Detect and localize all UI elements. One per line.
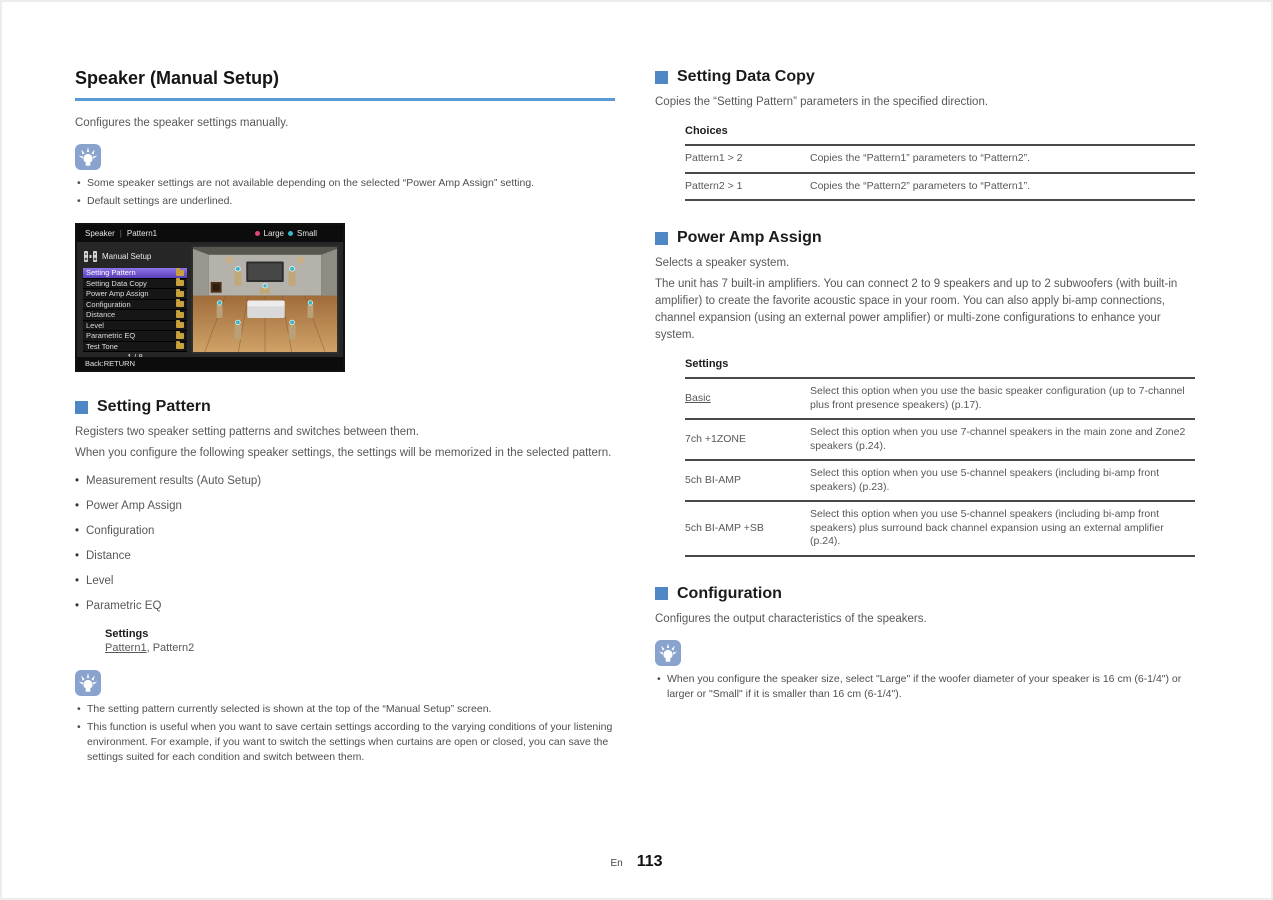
body-text: The unit has 7 built-in amplifiers. You can connect 2 to 9 speakers and up to 2 subwoofers (with built-in amplifier) to create the favorite acoustic space in your room. You can also apply bi-amp connections, channel expansion (using an external power amplifier) or multi-zone configurations to enhance your system. [655,278,1178,341]
osd-screenshot [75,223,345,372]
body-text: When you configure the following speaker settings, the settings will be memorized in the selected pattern. [75,447,612,459]
osd-menu-item-distance: Distance [83,310,187,321]
choices-label: Choices [685,125,728,137]
osd-menu-item-parametric-eq: Parametric EQ [83,331,187,342]
choice-value: Pattern2 > 1 [685,173,810,201]
title-underline [75,98,615,101]
choice-desc: Copies the “Pattern2” parameters to “Pattern1”. [810,173,1195,201]
table-row [685,460,1195,501]
list-item: • Configuration [75,525,615,537]
setting-desc: Select this option when you use 5-channel speakers (including bi-amp front speakers) plus surround back channel expansion using an external amplifier (p.24). [810,501,1195,556]
section-square-icon [655,232,668,245]
speakers-icon [83,250,98,263]
osd-back-hint: Back:RETURN [77,357,343,370]
section-heading-configuration: Configuration [655,585,1198,603]
section-heading-power-amp-assign: Power Amp Assign [655,229,1198,247]
osd-panel-title-label: Manual Setup [102,251,152,261]
body-text: Selects a speaker system. [655,257,790,269]
note-item: • Some speaker settings are not available depending on the selected “Power Amp Assign” setting. [75,176,615,191]
osd-breadcrumb-section: Speaker [85,229,115,238]
osd-menu-item-setting-data-copy: Setting Data Copy [83,279,187,290]
small-dot-icon [288,231,293,236]
list-item: • Distance [75,550,615,562]
room-preview [187,242,343,357]
folder-icon [176,301,184,307]
setting-desc: Select this option when you use 7-channel speakers in the main zone and Zone2 speakers (p.24). [810,419,1195,460]
osd-breadcrumb-pattern: Pattern1 [126,229,158,238]
section-heading-setting-data-copy: Setting Data Copy [655,68,1198,86]
tip-icon [75,144,101,170]
page-footer [0,853,1273,871]
list-item: • Level [75,575,615,587]
folder-icon [176,291,184,297]
note-list-bottom [75,702,615,765]
setting-value: 7ch +1ZONE [685,419,810,460]
folder-icon [176,322,184,328]
osd-body [77,242,343,357]
tip-icon [655,640,681,666]
settings-label: Settings [105,628,149,640]
large-dot-icon [255,231,260,236]
setting-desc: Select this option when you use 5-channel speakers (including bi-amp front speakers) (p.23). [810,460,1195,501]
settings-label: Settings [685,358,729,370]
choice-value: Pattern1 > 2 [685,152,743,164]
setting-value: 5ch BI-AMP [685,460,810,501]
page-title: Speaker (Manual Setup) [75,68,280,88]
section-square-icon [655,587,668,600]
note-list-configuration [655,672,1198,702]
note-item: • Default settings are underlined. [75,194,615,209]
breadcrumb-divider: | [119,229,122,238]
footer-page-number: 113 [636,853,663,870]
osd-top-bar [77,225,343,242]
settings-values: Pattern1, Pattern2 [105,642,195,654]
body-text: Copies the “Setting Pattern” parameters in the specified direction. [655,96,989,108]
section-heading-setting-pattern: Setting Pattern [75,398,615,416]
list-item: • Parametric EQ [75,600,615,612]
osd-panel-title [83,244,187,268]
osd-breadcrumb [85,229,157,238]
list-item: • Measurement results (Auto Setup) [75,475,615,487]
osd-menu-item-test-tone: Test Tone [83,342,187,353]
table-row [685,173,1195,201]
folder-icon [176,280,184,286]
default-setting: Pattern1 [105,642,147,654]
settings-values-block [105,628,615,654]
intro-text: Configures the speaker settings manually. [75,117,289,129]
section-square-icon [75,401,88,414]
osd-menu-panel [77,242,187,357]
table-row [685,145,1195,173]
folder-icon [176,343,184,349]
table-row [685,501,1195,556]
settings-table [685,377,1195,557]
memorized-settings-list [75,475,615,612]
setting-desc: Select this option when you use the basic speaker configuration (up to 7-channel plus front presence speakers) (p.17). [810,385,1185,411]
osd-menu-item-power-amp-assign: Power Amp Assign [83,289,187,300]
footer-language: En [610,858,623,869]
left-column [75,68,615,765]
osd-size-legend [255,229,317,238]
right-column [655,68,1198,702]
legend-large-label: Large [263,229,284,238]
osd-menu-list [83,268,187,352]
osd-menu-item-setting-pattern: Setting Pattern [83,268,187,279]
note-item: • The setting pattern currently selected is shown at the top of the “Manual Setup” screen. [75,702,615,717]
body-text: Registers two speaker setting patterns and switches between them. [75,426,419,438]
osd-menu-item-configuration: Configuration [83,300,187,311]
section-square-icon [655,71,668,84]
note-item: • When you configure the speaker size, select "Large" if the woofer diameter of your speaker is 16 cm (6-1/4") or larger or "Small" if it is smaller than 16 cm (6-1/4"). [655,672,1198,702]
folder-icon [176,270,184,276]
body-text: Configures the output characteristics of the speakers. [655,612,927,625]
legend-small-label: Small [296,229,317,238]
tip-icon [75,670,101,696]
setting-value: Basic [685,391,711,404]
osd-menu-item-level: Level [83,321,187,332]
table-row [685,378,1195,419]
folder-icon [176,312,184,318]
choices-table [685,144,1195,201]
list-item: • Power Amp Assign [75,500,615,512]
note-item: • This function is useful when you want to save certain settings according to the varying conditions of your listening environment. For example, if you want to switch the settings when curtains are open or closed, you can save the settings suited for each condition and switch between them. [75,720,615,765]
choice-desc: Copies the “Pattern1” parameters to “Pattern2”. [810,152,1031,164]
table-row [685,419,1195,460]
folder-icon [176,333,184,339]
note-list-top [75,176,615,209]
setting-value: 5ch BI-AMP +SB [685,501,810,556]
